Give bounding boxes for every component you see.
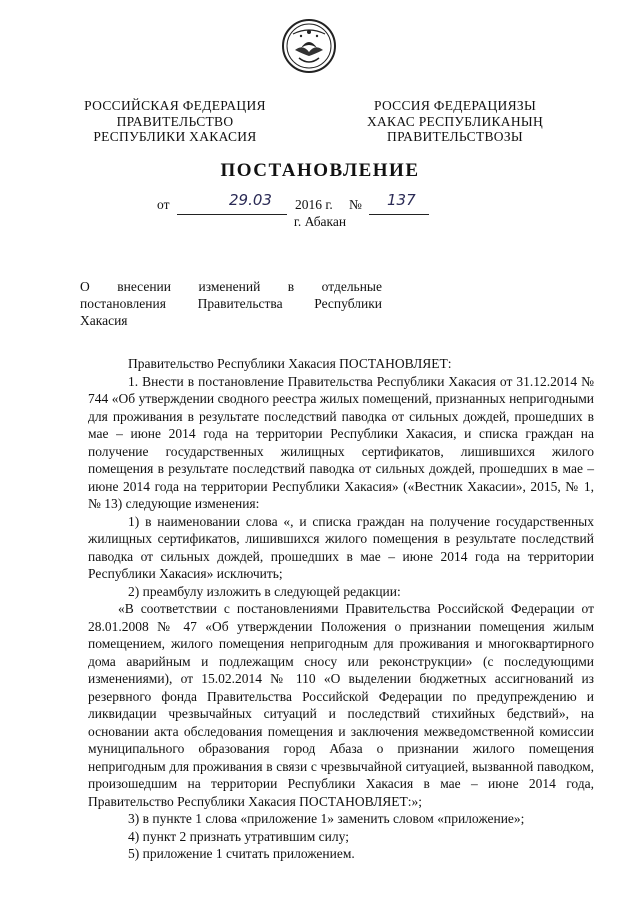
from-label: от bbox=[157, 197, 170, 212]
subject-line: О внесении изменений в отдельные bbox=[80, 279, 382, 294]
body-paragraph: Правительство Республики Хакасия ПОСТАНОВЛЯЕТ: bbox=[128, 356, 452, 371]
document-body bbox=[88, 355, 594, 863]
document-title: ПОСТАНОВЛЕНИЕ bbox=[220, 160, 420, 181]
header-right-line: ПРАВИТЕЛЬСТВОЗЫ bbox=[387, 129, 523, 144]
header-left-line: ПРАВИТЕЛЬСТВО bbox=[116, 113, 234, 129]
body-paragraph: 1) в наименовании слова «, и списка граждан на получение государственных жилищных сертификатов, лишившихся жилого помещения в результате последствий паводка от сильных дождей, прошедших в мае – июне 2014 года на территории Республики Хакасия» исключить; bbox=[88, 513, 594, 581]
body-paragraph: 1. Внести в постановление Правительства Республики Хакасия от 31.12.2014 № 744 «Об утверждении сводного реестра жилых помещений, признанных непригодными для проживания в результате последствий паводка от сильных дождей, прошедших в мае – июне 2014 года на территории Республики Хакасия, и списка граждан на получение государственных жилищных сертификатов, лишившихся жилого помещения в результате последствий паводка от сильных дождей, прошедших в мае – июне 2014 года на территории Республики Хакасия» («Вестник Хакасии», 2015, № 1, № 13) следующие изменения: bbox=[88, 373, 594, 511]
number-sign: № bbox=[349, 197, 362, 212]
header-right-khakas bbox=[355, 98, 555, 145]
body-paragraph: 4) пункт 2 признать утратившим силу; bbox=[128, 828, 349, 844]
subject-line: Хакасия bbox=[80, 313, 128, 328]
number-handwritten: 137 bbox=[387, 191, 416, 209]
body-paragraph: 2) преамбулу изложить в следующей редакции: bbox=[128, 583, 401, 599]
header-left-line: РОССИЙСКАЯ ФЕДЕРАЦИЯ bbox=[84, 98, 266, 113]
city-label: г. Абакан bbox=[293, 214, 347, 229]
year-label: 2016 г. bbox=[295, 197, 333, 212]
header-left-line: РЕСПУБЛИКИ ХАКАСИЯ bbox=[93, 129, 257, 144]
header-right-line: ХАКАС РЕСПУБЛИКАНЫҢ bbox=[366, 113, 544, 129]
subject-line: постановления Правительства Республики bbox=[80, 296, 382, 311]
body-paragraph: 3) в пункте 1 слова «приложение 1» заменить словом «приложение»; bbox=[128, 811, 525, 826]
body-paragraph: «В соответствии с постановлениями Правительства Российской Федерации от 28.01.2008 № 47 «Об утверждении Положения о признании помещения жилым помещением, жилого помещения непригодным для проживания и многоквартирного дома аварийным и подлежащим сносу или реконструкции» (с последующими изменениями), от 15.02.2014 № 110 «О выделении бюджетных ассигнований из резервного фонда Правительства Российской Федерации по предупреждению и ликвидации чрезвычайных ситуаций и последствий стихийных бедствий», на основании акта обследования помещения и заключения межведомственной комиссии муниципального образования город Абаза о признании жилого помещения непригодным для проживания в связи с чрезвычайной ситуацией, вызванной паводком, произошедшим на территории Республики Хакасия в мае – июне 2014 года, Правительство Республики Хакасия ПОСТАНОВЛЯЕТ:»; bbox=[88, 601, 594, 809]
coat-of-arms-emblem bbox=[281, 18, 337, 74]
subject-block bbox=[80, 278, 382, 329]
header-right-line: РОССИЯ ФЕДЕРАЦИЯЗЫ bbox=[373, 98, 537, 113]
date-handwritten: 29.03 bbox=[229, 191, 272, 209]
body-paragraph: 5) приложение 1 считать приложением. bbox=[128, 846, 355, 861]
header-left-russian bbox=[75, 98, 275, 145]
